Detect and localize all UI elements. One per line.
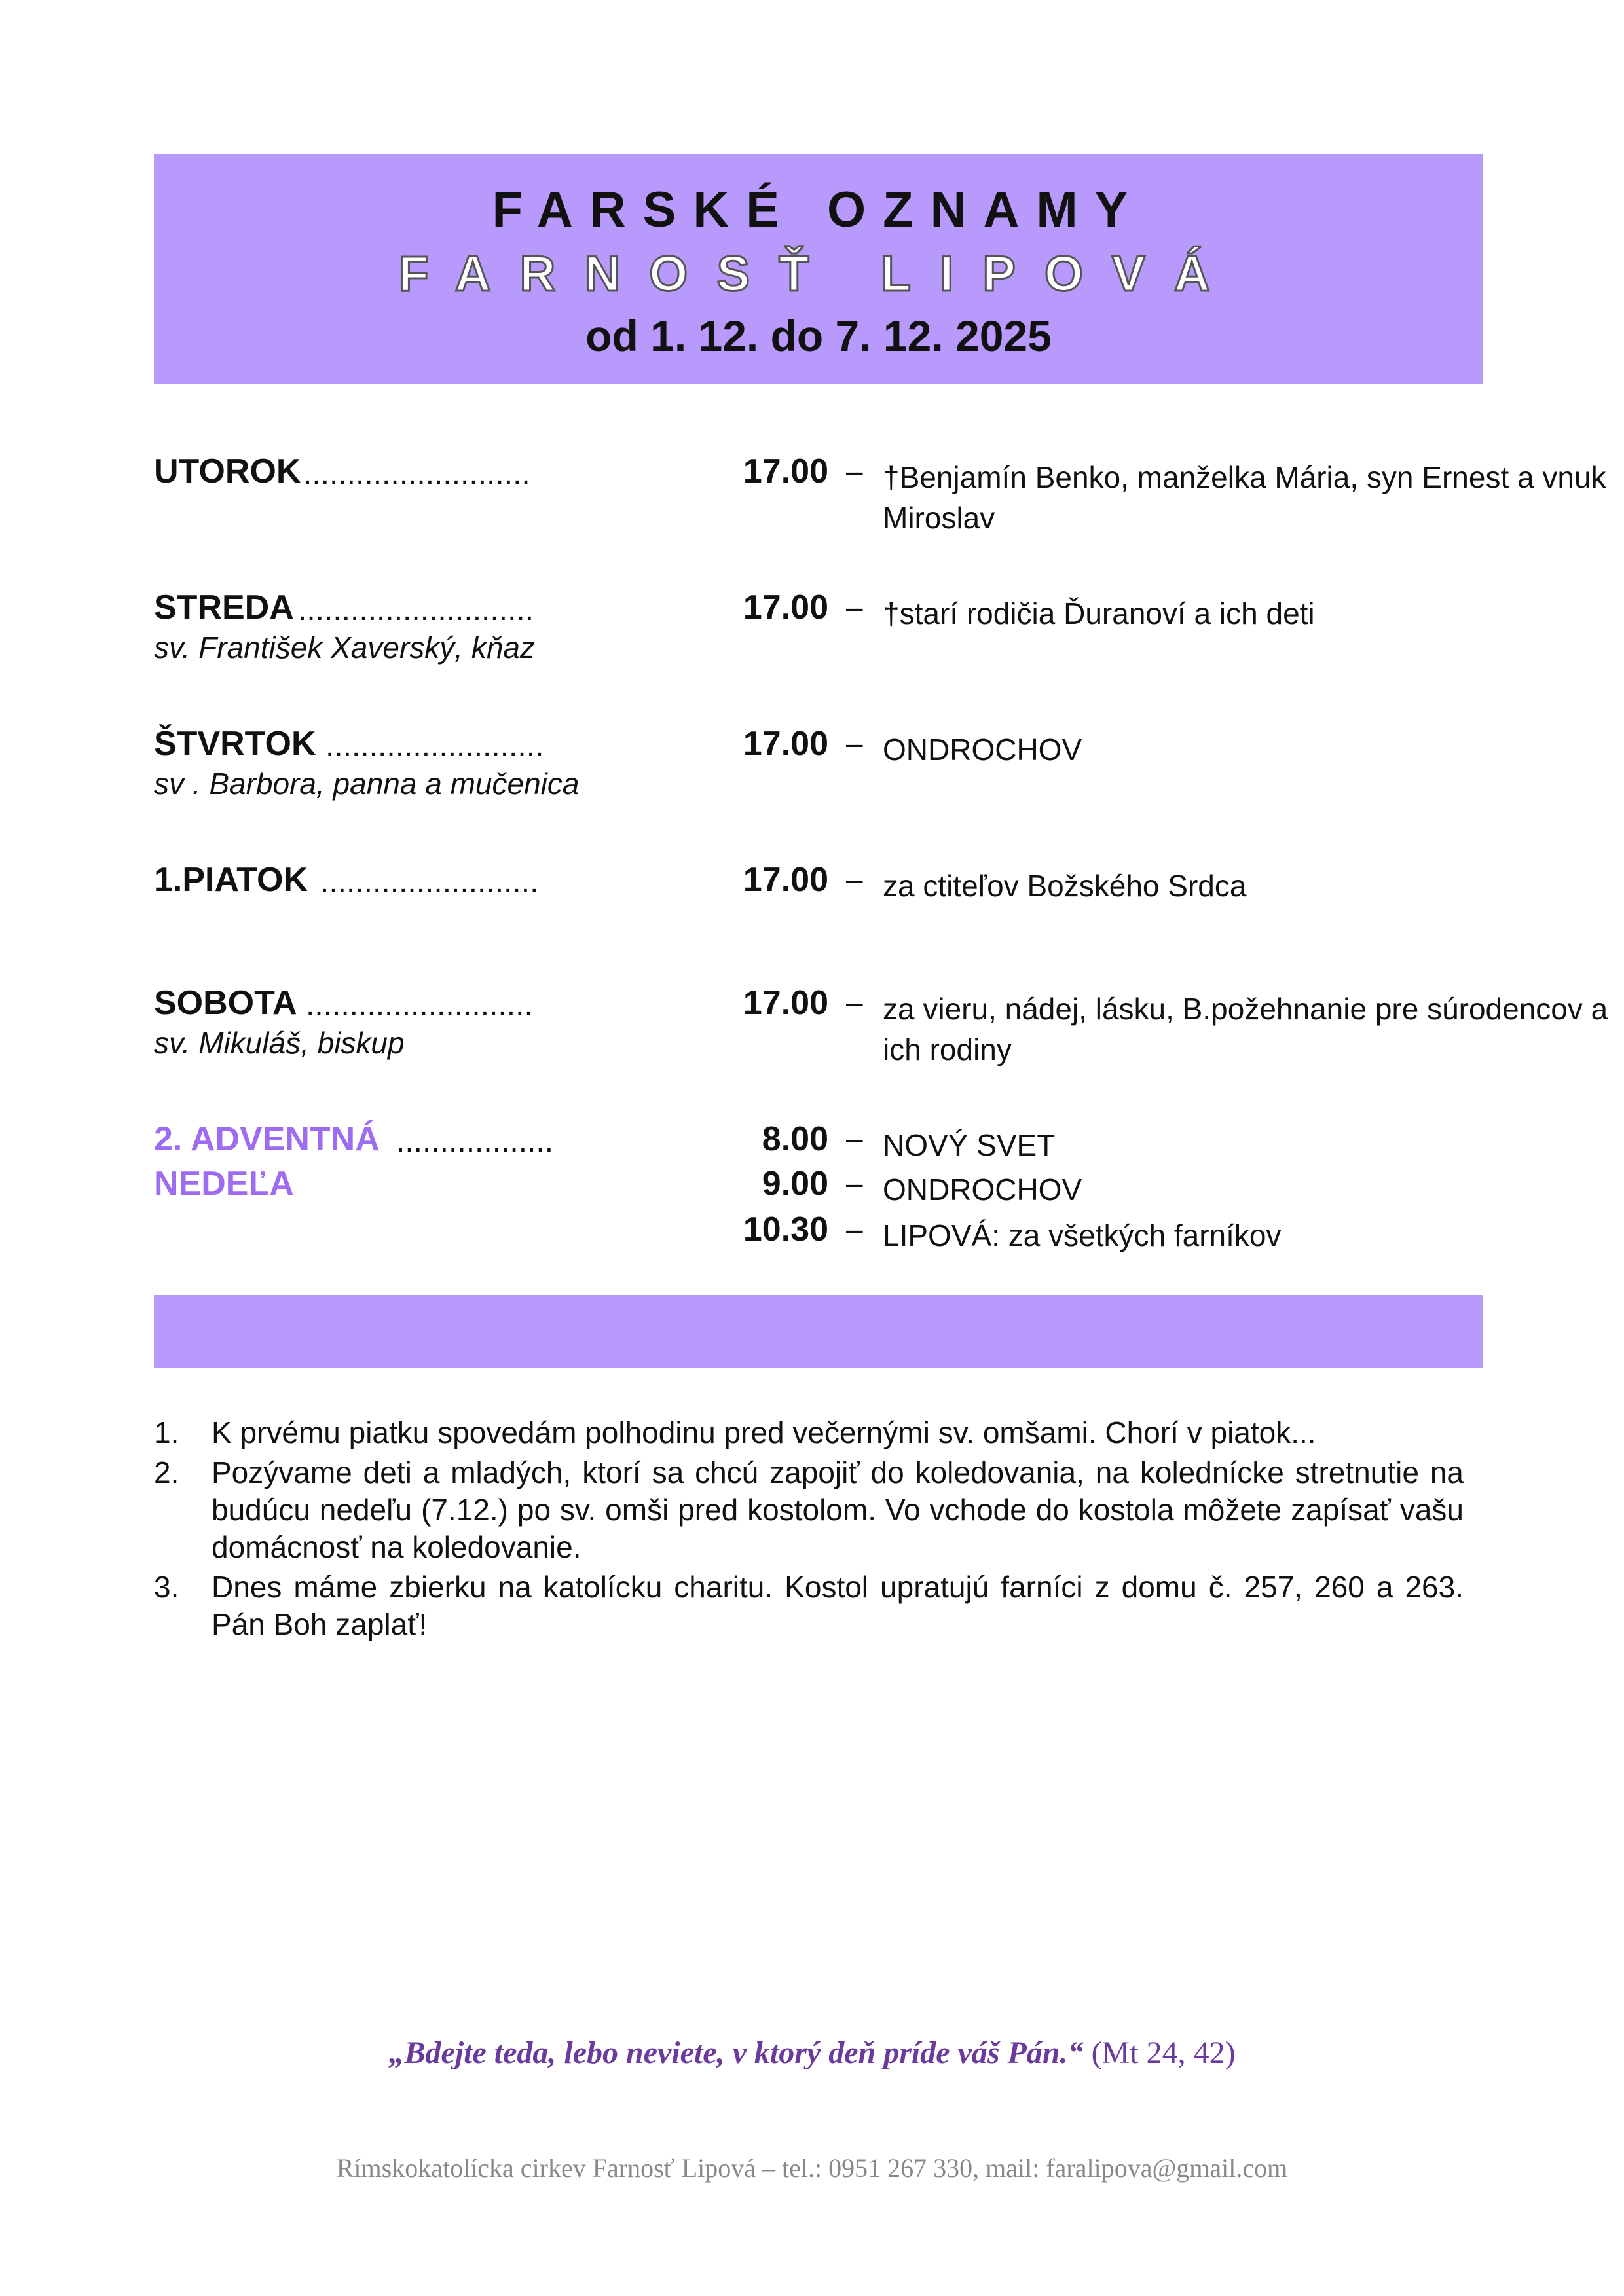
saint-of-day: sv . Barbora, panna a mučenica — [154, 767, 580, 801]
schedule-row-stvrtok — [154, 724, 1483, 809]
quote-text: „Bdejte teda, lebo neviete, v ktorý deň príde váš Pán.“ — [388, 2035, 1084, 2070]
announcement-item — [154, 1414, 1464, 1451]
mass-time: 8.00 — [762, 1120, 828, 1158]
mass-intention: za vieru, nádej, lásku, B.požehnanie pre súrodencov a ich rodiny — [883, 992, 1608, 1066]
saint-of-day: sv. Mikuláš, biskup — [154, 1026, 405, 1060]
footer-contact: Rímskokatolícka cirkev Farnosť Lipová – tel.: 0951 267 330, mail: faralipova@gmail.com — [336, 2153, 1288, 2183]
leader-dots: ......................... — [325, 729, 544, 763]
leader-dots: .................. — [396, 1124, 554, 1159]
dash: – — [846, 726, 863, 760]
item-number: 1. — [154, 1415, 179, 1449]
day-label: SOBOTA — [154, 984, 297, 1022]
mass-intention: †starí rodičia Ďuranoví a ich deti — [883, 596, 1315, 630]
parish-name: FARNOSŤ LIPOVÁ — [398, 246, 1239, 302]
schedule-row-streda — [154, 588, 1483, 673]
mass-intention: †Benjamín Benko, manželka Mária, syn Ernest a vnuk Miroslav — [883, 460, 1606, 535]
schedule-row-nedela — [154, 1120, 1483, 1257]
date-range: od 1. 12. do 7. 12. 2025 — [585, 312, 1052, 360]
dash: – — [846, 862, 863, 896]
dash: – — [846, 1212, 863, 1246]
header-banner — [154, 154, 1483, 384]
mass-place: NOVÝ SVET — [883, 1128, 1056, 1162]
dash: – — [846, 454, 863, 488]
announcement-text: Dnes máme zbierku na katolícku charitu. Kostol upratujú farníci z domu č. 257, 260 a 263. Pán Boh zaplať! — [212, 1570, 1464, 1641]
leader-dots: ........................... — [298, 592, 534, 627]
day-label: ŠTVRTOK — [154, 725, 316, 763]
mass-intention: za ctiteľov Božského Srdca — [883, 869, 1247, 903]
mass-intention: ONDROCHOV — [883, 733, 1082, 767]
announcement-item — [154, 1569, 1464, 1643]
announcement-text: K prvému piatku spovedám polhodinu pred večernými sv. omšami. Chorí v piatok... — [212, 1415, 1316, 1449]
schedule-row-piatok — [154, 860, 1483, 913]
mass-time: 17.00 — [743, 725, 828, 763]
divider-band — [154, 1295, 1483, 1368]
dash: – — [846, 1166, 863, 1200]
item-number: 3. — [154, 1570, 179, 1604]
bible-quote — [0, 2035, 1624, 2071]
announcement-item — [154, 1454, 1464, 1566]
day-label: 1.PIATOK — [154, 861, 308, 899]
mass-time: 17.00 — [743, 984, 828, 1022]
mass-place: ONDROCHOV — [883, 1173, 1082, 1207]
announcement-text: Pozývame deti a mladých, ktorí sa chcú zapojiť do koledovania, na kolednícke stretnutie na budúcu nedeľu (7.12.) po sv. omši pred kostolom. Vo vchode do kostola môžete zapísať vašu domácnosť na koledovanie. — [212, 1455, 1464, 1564]
mass-time: 17.00 — [743, 861, 828, 899]
schedule-row-sobota — [154, 983, 1608, 1068]
item-number: 2. — [154, 1455, 179, 1489]
mass-time: 9.00 — [762, 1165, 828, 1203]
mass-time: 17.00 — [743, 452, 828, 490]
leader-dots: ......................... — [320, 865, 539, 900]
day-label: STREDA — [154, 589, 294, 627]
day-label: UTOROK — [154, 452, 301, 490]
quote-reference: (Mt 24, 42) — [1091, 2035, 1236, 2070]
sunday-title: 2. ADVENTNÁ — [154, 1120, 380, 1158]
announcements-list — [154, 1414, 1464, 1646]
mass-place: LIPOVÁ: za všetkých farníkov — [883, 1218, 1282, 1252]
leader-dots: .......................... — [306, 988, 533, 1023]
leader-dots: .......................... — [303, 456, 530, 491]
mass-time: 10.30 — [743, 1211, 828, 1248]
page-title: FARSKÉ OZNAMY — [492, 182, 1145, 238]
dash: – — [846, 985, 863, 1019]
schedule-row-utorok — [154, 452, 1606, 537]
sunday-subtitle: NEDEĽA — [154, 1165, 294, 1203]
dash: – — [846, 1121, 863, 1156]
saint-of-day: sv. František Xaverský, kňaz — [154, 630, 535, 665]
mass-time: 17.00 — [743, 589, 828, 627]
dash: – — [846, 590, 863, 624]
